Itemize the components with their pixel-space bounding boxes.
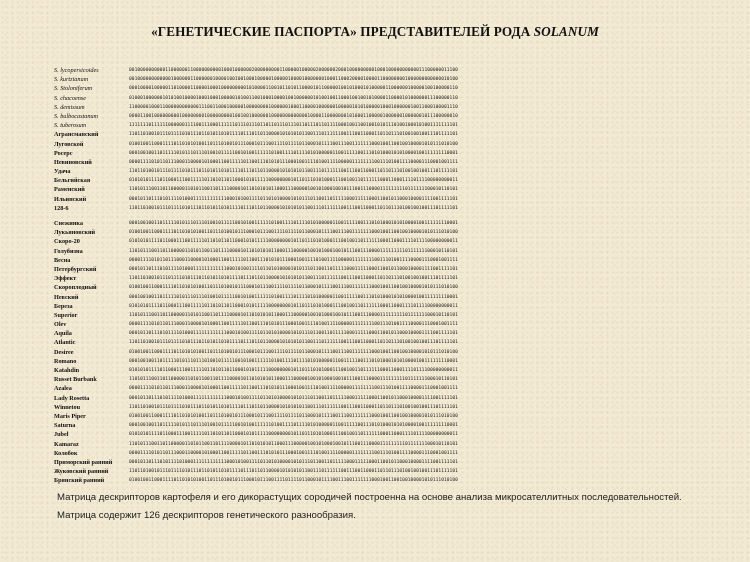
- row-name: Невиновский: [54, 158, 92, 166]
- row-descriptors: 0100100110001111011010101001101110100101110001011100111101111011000101111001110011111110001001100100100001010111010100: [129, 478, 458, 484]
- row-name: Лукьяновский: [54, 229, 96, 237]
- row-name: Katahdin: [54, 367, 80, 374]
- row-name: Невский: [54, 293, 79, 301]
- row-name: Maris Piper: [54, 412, 86, 420]
- matrix-row: [54, 458, 744, 467]
- row-name: Береза: [54, 302, 73, 310]
- row-descriptors: 0001011011101011110100011111111111100010100111101101010000101011101100110111110001111100011001011000100001111001111101: [129, 459, 458, 465]
- row-descriptors: 1101011100110110000011010110011011110000101101010101100011100000100101000100101110011100001111111110111111100010110101: [129, 441, 458, 447]
- matrix-row: [54, 293, 744, 302]
- row-descriptors: 1101101001011101111010111011010110101111011101101100001010101011001110111111001110011000110110111010010010011101111101: [129, 205, 458, 211]
- row-name: Olev: [54, 321, 67, 329]
- matrix-row: [54, 421, 744, 430]
- row-descriptors: 0100100110001111011010101001101110100101110001011100111101111011000101111001110011111110001001100100100001010111010100: [129, 230, 458, 236]
- matrix-row: [54, 130, 744, 139]
- matrix-row: [54, 338, 744, 347]
- matrix-row: [54, 329, 744, 338]
- matrix-row: [54, 228, 744, 237]
- matrix-row: [54, 75, 744, 84]
- matrix-row: [54, 476, 744, 485]
- row-descriptors: 1111111011111100000011110011100011111101110111011011011101110110111011011110001001100100101011101001000101001111111101: [129, 123, 458, 129]
- row-descriptors: 0000111101011011100011000010100011001111101100111010101110001001111010011110000011111111001110100111100001110001001111: [129, 159, 458, 165]
- row-descriptors: 0000111101011011100011000010100011001111101100111010101110001001111010011110000011111111001110100111100001110001001111: [129, 322, 458, 328]
- matrix-row: [54, 103, 744, 112]
- matrix-row: [54, 140, 744, 149]
- matrix-row: [54, 375, 744, 384]
- matrix-row: [54, 149, 744, 158]
- matrix-row: [54, 94, 744, 103]
- matrix-row: [54, 247, 744, 256]
- row-name: Голубизна: [54, 247, 83, 255]
- matrix-row: [54, 449, 744, 458]
- row-descriptors: 0100100110001111011010101001101110100101110001011100111101111011000101111001110011111110001001100100100001010111010100: [129, 413, 458, 419]
- row-descriptors: 1101011100110110000011010110011011110000101101010101100011100000100101000100101110011100001111111110111111100010110101: [129, 312, 458, 318]
- row-descriptors: 1101101001011101111010111011010110101111011101101100001010101011001110111111001110011000110110111010010010011101111101: [129, 469, 458, 475]
- row-descriptors: 0001011011101011110100011111111111100010100111101101010000101011101100110111110001111100011001011000100001111001111101: [129, 196, 458, 202]
- matrix-row: [54, 412, 744, 421]
- row-descriptors: 0000111101011011100011000010100011001111101100111010101110001001111010011110000011111111001110100111100001110001001111: [129, 257, 458, 263]
- row-descriptors: 0100100110001111011010101001101110100101110001011100111101111011000101111001110011111110001001100100100001010111010100: [129, 285, 458, 291]
- row-descriptors: 0101010111101100011100111110110101101100010101111100000000101101110101000111001001101111110001100011110111100000000011: [129, 432, 458, 438]
- matrix-row: [54, 219, 744, 228]
- row-name: Desiree: [54, 348, 74, 356]
- row-name: Приморский ранний: [54, 458, 113, 466]
- matrix-row: [54, 430, 744, 439]
- matrix-row: [54, 121, 744, 130]
- title-genus: SOLANUM: [533, 24, 599, 39]
- row-name: Удача: [54, 168, 71, 176]
- row-name: S. kurtzianum: [54, 76, 89, 84]
- row-name: Скоро-20: [54, 238, 80, 246]
- row-name: S. demissum: [54, 103, 85, 111]
- row-name: Ильинский: [54, 195, 87, 203]
- caption: Матрица дескрипторов картофеля и его дикорастущих сородичей построенна на основе анализа микросателлитных последовательностей. Матрица содержит 126 дескрипторов генетического разнообразия.: [57, 492, 682, 521]
- matrix-row: [54, 66, 744, 75]
- row-name: Весна: [54, 256, 71, 264]
- row-descriptors: 0100010000001010100100001000100010000010100110010001000010010000001010010011000100100101000011000010100000011100000110: [129, 95, 458, 101]
- matrix-row: [54, 311, 744, 320]
- matrix-row: [54, 357, 744, 366]
- row-name: Бельгийская: [54, 177, 91, 185]
- row-name: Romano: [54, 357, 77, 365]
- row-name: Эффект: [54, 275, 77, 283]
- row-descriptors: 0000111101011011100011000010100011001111101100111010101110001001111010011110000011111111001110100111100001110001001111: [129, 386, 458, 392]
- row-descriptors: 0001001001101111101011101110100101111100101001111110100111101111010100000110011111001110101000101010000100111111110001: [129, 294, 458, 300]
- row-name: Петербургский: [54, 265, 97, 273]
- row-descriptors: 1101101001011101111010111011010110101111011101101100001010101011001110111111001110011000110110111010010010011101111101: [129, 340, 458, 346]
- row-name: S. chacoense: [54, 94, 86, 102]
- title-prefix: «ГЕНЕТИЧЕСКИЕ ПАСПОРТА» ПРЕДСТАВИТЕЛЕЙ РОДА: [151, 24, 534, 39]
- matrix-row: [54, 440, 744, 449]
- row-name: Раменский: [54, 186, 85, 194]
- row-descriptors: 0001011011101011110100011111111111100010100111101101010000101011101100110111110001111100011001011000100001111001111101: [129, 395, 458, 401]
- row-name: Жуковский ранний: [54, 468, 109, 476]
- matrix-row: [54, 403, 744, 412]
- row-name: Снежинка: [54, 220, 83, 227]
- row-name: Скороплодный: [54, 284, 97, 292]
- row-descriptors: 0101010111101100011100111110110101101100010101111100000000101101110101000111001001101111110001100011110111100000000011: [129, 239, 458, 245]
- matrix-row: [54, 366, 744, 375]
- row-descriptors: 0101010111101100011100111110110101101100010101111100000000101101110101000111001001101111110001100011110111100000000011: [129, 178, 458, 184]
- row-descriptors: 0001001001101111101011101110100101111100101001111110100111101111010100000110011111001110101000101010000100111111110001: [129, 423, 458, 429]
- row-name: Луговской: [54, 140, 84, 148]
- row-name: Superior: [54, 311, 78, 319]
- matrix-row: [54, 195, 744, 204]
- row-descriptors: 0001011011101011110100011111111111100010100111101101010000101011101100110111110001111100011001011000100001111001111101: [129, 331, 458, 337]
- matrix-row: [54, 302, 744, 311]
- row-name: Агрансманский: [54, 131, 99, 139]
- matrix-row: [54, 384, 744, 393]
- row-name: Kamaraz: [54, 440, 79, 448]
- row-descriptors: 1101101001011101111010111011010110101111011101101100001010101011001110111111001110011000110110111010010010011101111101: [129, 132, 458, 138]
- row-name: S. Stoloniferum: [54, 85, 93, 93]
- row-name: Saturna: [54, 422, 76, 430]
- row-descriptors: 0001001001101111101011101110100101111100101001111110100111101111010100000110011111001110101000101010000100111111110001: [129, 358, 458, 364]
- row-name: Aquila: [54, 330, 72, 338]
- row-descriptors: 0100100110001111011010101001101110100101110001011100111101111011000101111001110011111110001001100100100001010111010100: [129, 349, 458, 355]
- row-descriptors: 0001001001101111101011101110100101111100101001111110100111101111010100000110011111001110101000101010000100111111110001: [129, 221, 458, 226]
- row-name: Брянский ранний: [54, 477, 105, 485]
- row-descriptors: 0101010111101100011100111110110101101100010101111100000000101101110101000111001001101111110001100011110111100000000011: [129, 303, 458, 309]
- row-descriptors: 0001011011101011110100011111111111100010100111101101010000101011101100110111110001111100011001011000100001111001111101: [129, 266, 458, 272]
- row-name: 128-6: [54, 204, 69, 212]
- row-descriptors: 0000111101011011100011000010100011001111101100111010101110001001111010011110000011111111001110100111100001110001001111: [129, 450, 458, 456]
- matrix-row: [54, 394, 744, 403]
- row-name: Atlantic: [54, 339, 76, 347]
- matrix-row: [54, 167, 744, 176]
- row-name: S. lycopersicoides: [54, 67, 99, 74]
- matrix-row: [54, 176, 744, 185]
- descriptor-matrix: [54, 66, 744, 485]
- matrix-row: [54, 84, 744, 93]
- row-name: Росерс: [54, 149, 73, 157]
- row-name: Jubel: [54, 431, 69, 439]
- matrix-row: [54, 256, 744, 265]
- row-name: Russet Burbank: [54, 376, 97, 384]
- row-name: S. tuberosum: [54, 122, 87, 130]
- row-name: S. bulbocastanum: [54, 112, 98, 120]
- row-name: Lady Rosetta: [54, 394, 90, 402]
- row-descriptors: 1100000100011000000000000111001100010000010000000010000001000110000100000010000010101000001000100000010011000100001110: [129, 104, 458, 110]
- matrix-row: [54, 283, 744, 292]
- row-descriptors: 0001000010000011010000110000100010000000001010000110010110101100001011000001001010001010000011000000100000100100000110: [129, 86, 458, 92]
- matrix-row: [54, 185, 744, 194]
- matrix-row: [54, 467, 744, 476]
- row-descriptors: 1101101001011101111010111011010110101111011101101100001010101011001110111111001110011000110110111010010010011101111101: [129, 169, 458, 175]
- row-descriptors: 1101101001011101111010111011010110101111011101101100001010101011001110111111001110011000110110111010010010011101111101: [129, 404, 458, 410]
- page-title: [0, 24, 750, 40]
- row-descriptors: 1101011100110110000011010110011011110000101101010101100011100000100101000100101110011100001111111110111111100010110101: [129, 377, 458, 383]
- matrix-row: [54, 158, 744, 167]
- row-name: Azalea: [54, 385, 72, 393]
- row-descriptors: 0010000000000110000001100000000001000100000020000000001100000100000200000020001000000000100010000000000011100000011100: [129, 68, 458, 73]
- matrix-row: [54, 274, 744, 283]
- matrix-row: [54, 265, 744, 274]
- row-descriptors: 0000110010000000001000000001000000000100100100000010000000000000100001100000001010001100000100000010000001011100000010: [129, 113, 458, 119]
- row-descriptors: 1101101001011101111010111011010110101111011101101100001010101011001110111111001110011000110110111010010010011101111101: [129, 276, 458, 282]
- row-descriptors: 0100100110001111011010101001101110100101110001011100111101111011000101111001110011111110001001100100100001010111010100: [129, 141, 458, 147]
- matrix-row: [54, 237, 744, 246]
- row-descriptors: 1101011100110110000011010110011011110000101101010101100011100000100101000100101110011100001111111110111111100010110101: [129, 248, 458, 254]
- row-descriptors: 0101010111101100011100111110110101101100010101111100000000101101110101000111001001101111110001100011110111100000000011: [129, 368, 458, 373]
- row-name: Winnetou: [54, 403, 81, 411]
- row-descriptors: 0001001001101111101011101110100101111100101001111110100111101111010100000110011111001110101000101010000100111111110001: [129, 150, 458, 156]
- row-name: Колобок: [54, 449, 78, 457]
- matrix-row: [54, 112, 744, 121]
- matrix-row: [54, 348, 744, 357]
- row-descriptors: 1101011100110110000011010110011011110000101101010101100011100000100101000100101110011100001111111110111111100010110101: [129, 187, 458, 193]
- row-descriptors: 0010000000000001000000110000001000010010010001000001000001000010000000100011000200001000011000000001000000000000010100: [129, 77, 458, 83]
- matrix-row: [54, 320, 744, 329]
- matrix-row: [54, 204, 744, 213]
